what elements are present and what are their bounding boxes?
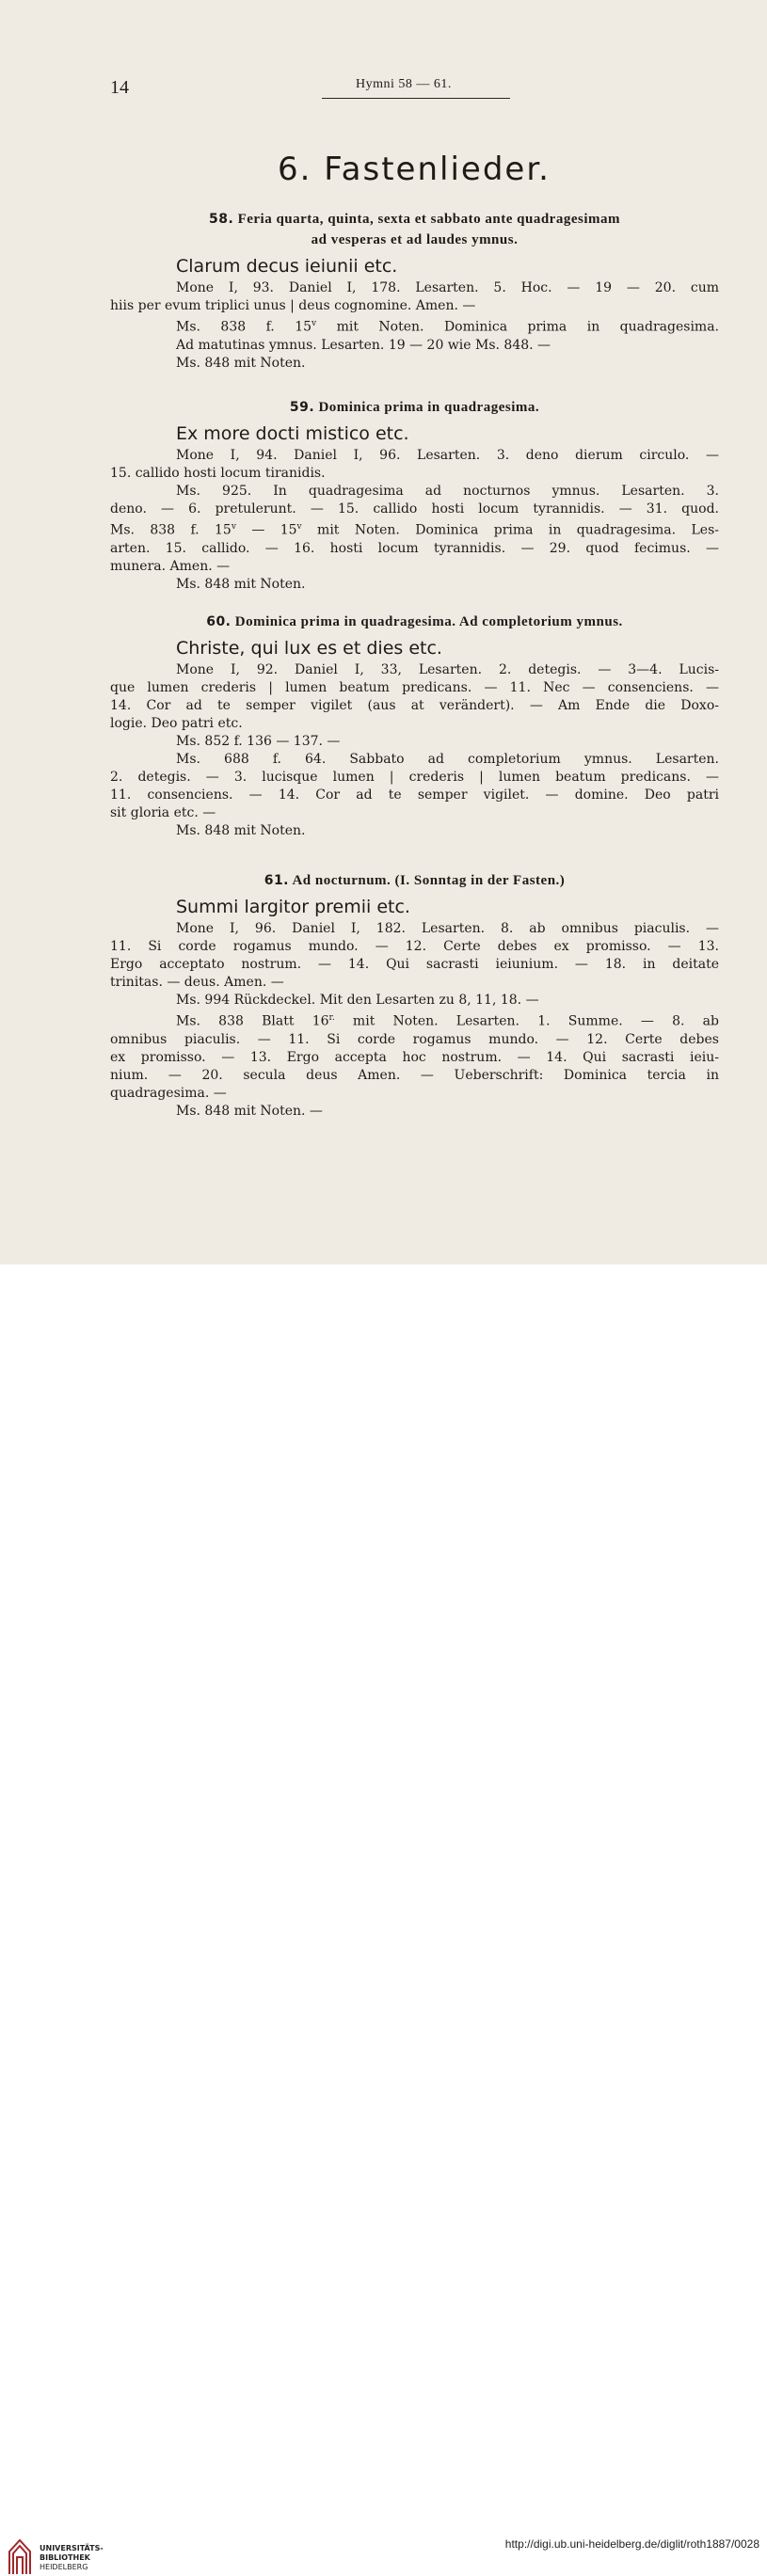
text-line: Ergo acceptato nostrum. — 14. Qui sacrasti ieiunium. — 18. in deitate [110, 957, 719, 972]
text-line: munera. Amen. — [110, 558, 231, 574]
text-line: 15. callido hosti locum tiranidis. [110, 466, 326, 481]
text-line: Ms. 848 mit Noten. [176, 823, 306, 838]
text-line: 14. Cor ad te semper vigilet (aus at verändert). — Am Ende die Doxo- [110, 698, 719, 713]
hymn-58 [110, 209, 719, 373]
text-line: hiis per evum triplici unus | deus cognomine. Amen. — [110, 298, 476, 313]
hymn-59 [110, 397, 719, 594]
hymn-incipit: Ex more docti mistico etc. [176, 423, 409, 444]
text-line: omnibus piaculis. — 11. Si corde rogamus mundo. — 12. Certe debes [110, 1031, 719, 1047]
hymn-number: 60. [206, 614, 232, 629]
text-line: Ms. 688 f. 64. Sabbato ad completorium ymnus. Lesarten. [176, 752, 719, 767]
hymn-heading-line: Ad nocturnum. (I. Sonntag in der Fasten.) [292, 873, 566, 888]
text-line: Ms. 838 f. 15$^v$ — 15$^v$ mit Noten. Dominica prima in quadragesima. Les- [110, 522, 719, 538]
hymn-61 [110, 870, 719, 1121]
text-line: Ms. 852 f. 136 — 137. — [176, 734, 341, 749]
text-line: Ms. 848 mit Noten. [176, 355, 306, 371]
text-line: Mone I, 93. Daniel I, 178. Lesarten. 5. Hoc. — 19 — 20. cum [176, 280, 719, 295]
hymn-heading [110, 870, 719, 891]
hymn-heading [110, 209, 719, 230]
library-name-line: UNIVERSITÄTS- [40, 2544, 104, 2552]
text-line: Ad matutinas ymnus. Lesarten. 19 — 20 wie Ms. 848. — [176, 337, 551, 353]
hymn-incipit: Christe, qui lux es et dies etc. [176, 638, 442, 659]
text-line: Mone I, 96. Daniel I, 182. Lesarten. 8. ab omnibus piaculis. — [176, 921, 719, 936]
text-line: Mone I, 94. Daniel I, 96. Lesarten. 3. deno dierum circulo. — [176, 448, 719, 463]
library-name-line: HEIDELBERG [40, 2563, 88, 2571]
section-title: 6. Fastenlieder. [277, 151, 551, 188]
library-name [40, 2544, 104, 2572]
text-line: trinitas. — deus. Amen. — [110, 975, 284, 990]
text-line: que lumen crederis | lumen beatum predicans. — 11. Nec — consenciens. — [110, 680, 719, 695]
text-line: logie. Deo patri etc. [110, 716, 243, 731]
hymn-heading-line: ad vesperas et ad laudes ymnus. [311, 232, 519, 247]
viewer-footer [0, 1264, 767, 2571]
text-line: arten. 15. callido. — 16. hosti locum tyrannidis. — 29. quod fecimus. — [110, 540, 719, 556]
hymn-number: 58. [209, 212, 234, 227]
hymn-incipit: Clarum decus ieiunii etc. [176, 256, 398, 277]
text-line: Ms. 994 Rückdeckel. Mit den Lesarten zu 8, 11, 18. — [176, 993, 539, 1008]
hymn-heading [110, 397, 719, 418]
book-page [0, 0, 767, 1264]
text-line: 2. detegis. — 3. lucisque lumen | crederis | lumen beatum predicans. — [110, 770, 719, 785]
hymn-incipit: Summi largitor premii etc. [176, 897, 410, 917]
library-logo-icon [8, 2538, 32, 2576]
text-line: Ms. 925. In quadragesima ad nocturnos ymnus. Lesarten. 3. [176, 484, 719, 499]
hymn-number: 61. [264, 873, 290, 888]
text-line: Ms. 848 mit Noten. [176, 576, 306, 592]
library-name-line: BIBLIOTHEK [40, 2553, 90, 2562]
text-line: 11. Si corde rogamus mundo. — 12. Certe debes ex promisso. — 13. [110, 939, 719, 954]
text-line: Ms. 838 Blatt $16^{r.}$ mit Noten. Lesarten. 1. Summe. — 8. ab [176, 1013, 719, 1029]
hymn-heading-line: Dominica prima in quadragesima. [318, 400, 540, 415]
text-line: sit gloria etc. — [110, 805, 216, 820]
text-line: Ms. 848 mit Noten. — [176, 1103, 323, 1119]
text-line: Mone I, 92. Daniel I, 33, Lesarten. 2. detegis. — 3—4. Lucis- [176, 662, 719, 677]
running-head: Hymni 58 — 61. [356, 77, 452, 91]
source-url-link[interactable]: http://digi.ub.uni-heidelberg.de/diglit/roth1887/0028 [504, 2537, 759, 2551]
text-line: deno. — 6. pretulerunt. — 15. callido hosti locum tyrannidis. — 31. quod. [110, 501, 719, 517]
hymn-heading-line: Dominica prima in quadragesima. Ad completorium ymnus. [234, 614, 623, 629]
hymn-number: 59. [289, 400, 315, 415]
hymn-heading [110, 612, 719, 632]
page-number: 14 [110, 77, 129, 98]
hymn-heading-line: Feria quarta, quinta, sexta et sabbato ante quadragesimam [237, 212, 620, 227]
text-line: ex promisso. — 13. Ergo accepta hoc nostrum. — 14. Qui sacrasti ieiu- [110, 1049, 719, 1065]
text-line: quadragesima. — [110, 1085, 227, 1101]
header-rule [322, 98, 510, 99]
text-line: nium. — 20. secula deus Amen. — Ueberschrift: Dominica tercia in [110, 1067, 719, 1083]
text-line: 11. consenciens. — 14. Cor ad te semper vigilet. — domine. Deo patri [110, 787, 719, 803]
hymn-60 [110, 612, 719, 840]
text-line: Ms. 838 f. 15$^v$ mit Noten. Dominica prima in quadragesima. [176, 319, 719, 335]
